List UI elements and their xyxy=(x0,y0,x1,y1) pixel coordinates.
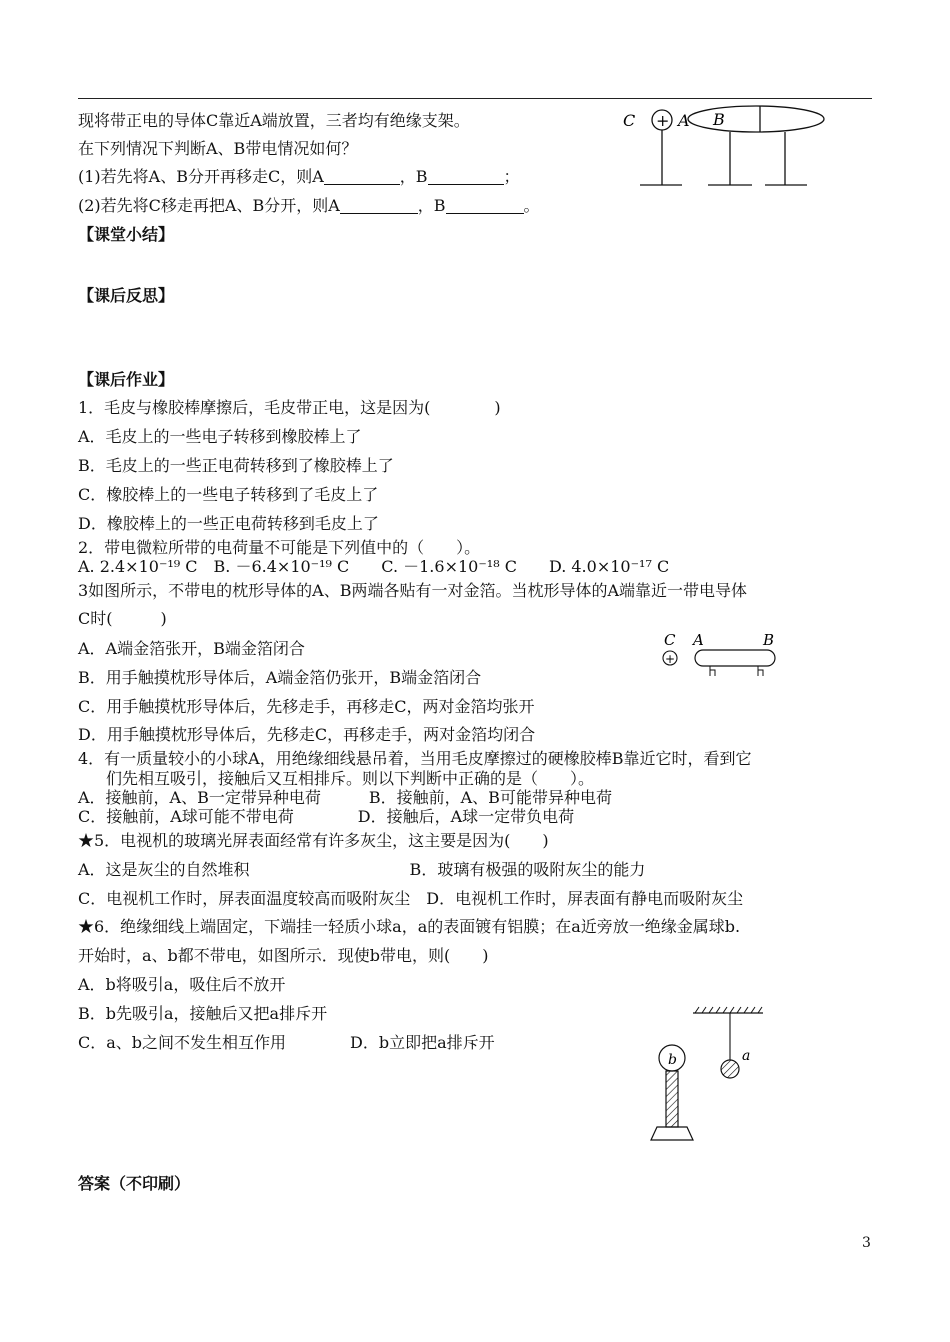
answer-blank[interactable] xyxy=(446,197,524,214)
label-a: a xyxy=(742,1048,751,1064)
question-6-options-cd: C．a、b之间不发生相互作用 D．b立即把a排斥开 xyxy=(78,1033,495,1052)
intro-q2: (2)若先将C移走再把A、B分开，则A ，B 。 xyxy=(78,196,540,215)
question-4-options-ab: A．接触前，A、B一定带异种电荷 B．接触前，A、B可能带异种电荷 xyxy=(78,788,612,807)
intro-q1: (1)若先将A、B分开再移走C，则A ，B ； xyxy=(78,167,520,186)
question-3-stem-cont: C时( ) xyxy=(78,609,167,628)
label-b: B xyxy=(763,631,775,649)
question-6-option-a: A．b将吸引a，吸住后不放开 xyxy=(78,975,286,994)
intro-line-2: 在下列情况下判断A、B带电情况如何？ xyxy=(78,139,358,158)
question-4-stem: 4．有一质量较小的小球A，用绝缘细线悬吊着，当用毛皮摩擦过的硬橡胶棒B靠近它时，看到它 xyxy=(78,749,752,768)
question-1-option-c: C．橡胶棒上的一些电子转移到了毛皮上了 xyxy=(78,485,379,504)
question-1-option-b: B．毛皮上的一些正电荷转移到了橡胶棒上了 xyxy=(78,456,394,475)
label-b: B xyxy=(713,110,725,129)
question-3-option-c: C．用手触摸枕形导体后，先移走手，再移走C，两对金箔均张开 xyxy=(78,697,535,716)
figure-conductor-c-ab xyxy=(615,100,835,195)
label-b: b xyxy=(668,1052,677,1068)
page-number: 3 xyxy=(862,1235,871,1251)
heading-homework: 【课后作业】 xyxy=(78,370,175,389)
label-c: C xyxy=(623,111,636,130)
answer-blank[interactable] xyxy=(340,197,418,214)
label-c: C xyxy=(664,631,676,649)
question-6-option-b: B．b先吸引a，接触后又把a排斥开 xyxy=(78,1004,328,1023)
question-1-stem: 1．毛皮与橡胶棒摩擦后，毛皮带正电，这是因为( ) xyxy=(78,398,501,417)
question-3-option-b: B．用手触摸枕形导体后，A端金箔仍张开，B端金箔闭合 xyxy=(78,668,482,687)
question-1-option-a: A．毛皮上的一些电子转移到橡胶棒上了 xyxy=(78,427,362,446)
intro-line-1: 现将带正电的导体C靠近A端放置，三者均有绝缘支架。 xyxy=(78,111,470,130)
question-4-options-cd: C．接触前，A球可能不带电荷 D．接触后，A球一定带负电荷 xyxy=(78,807,575,826)
question-5-stem: ★5．电视机的玻璃光屏表面经常有许多灰尘，这主要是因为( ) xyxy=(78,831,549,850)
answer-blank[interactable] xyxy=(324,168,400,185)
header-rule xyxy=(78,98,872,99)
question-2-options: A. 2.4×10⁻¹⁹ C B. －6.4×10⁻¹⁹ C C. －1.6×10⁻¹⁸ C D. 4.0×10⁻¹⁷ C xyxy=(78,557,670,576)
label-a: A xyxy=(678,111,690,130)
question-3-stem: 3如图所示，不带电的枕形导体的A、B两端各贴有一对金箔。当枕形导体的A端靠近一带电导体 xyxy=(78,581,748,600)
question-1-option-d: D．橡胶棒上的一些正电荷转移到毛皮上了 xyxy=(78,514,379,533)
question-5-options-ab: A．这是灰尘的自然堆积 B．玻璃有极强的吸附灰尘的能力 xyxy=(78,860,646,879)
question-3-option-d: D．用手触摸枕形导体后，先移走C，再移走手，两对金箔均闭合 xyxy=(78,725,536,744)
heading-class-summary: 【课堂小结】 xyxy=(78,225,175,244)
question-3-option-a: A．A端金箔张开，B端金箔闭合 xyxy=(78,639,305,658)
question-5-options-cd: C．电视机工作时，屏表面温度较高而吸附灰尘 D．电视机工作时，屏表面有静电而吸附灰尘 xyxy=(78,889,744,908)
label-a: A xyxy=(693,631,704,649)
figure-suspended-ball xyxy=(635,1000,775,1150)
question-4-stem-cont: 们先相互吸引，接触后又互相排斥。则以下判断中正确的是（ ）。 xyxy=(106,769,595,788)
plus-sign: + xyxy=(656,111,670,130)
question-6-stem: ★6．绝缘细线上端固定，下端挂一轻质小球a，a的表面镀有铝膜；在a近旁放一绝缘金属球b. xyxy=(78,917,741,936)
question-6-stem-cont: 开始时，a、b都不带电，如图所示．现使b带电，则( ) xyxy=(78,946,489,965)
figure-pillow-conductor xyxy=(650,628,790,688)
heading-answers: 答案（不印刷） xyxy=(78,1174,191,1193)
answer-blank[interactable] xyxy=(428,168,504,185)
plus-sign: + xyxy=(665,652,676,666)
question-2-stem: 2．带电微粒所带的电荷量不可能是下列值中的（ ）。 xyxy=(78,538,481,557)
heading-reflection: 【课后反思】 xyxy=(78,286,175,305)
